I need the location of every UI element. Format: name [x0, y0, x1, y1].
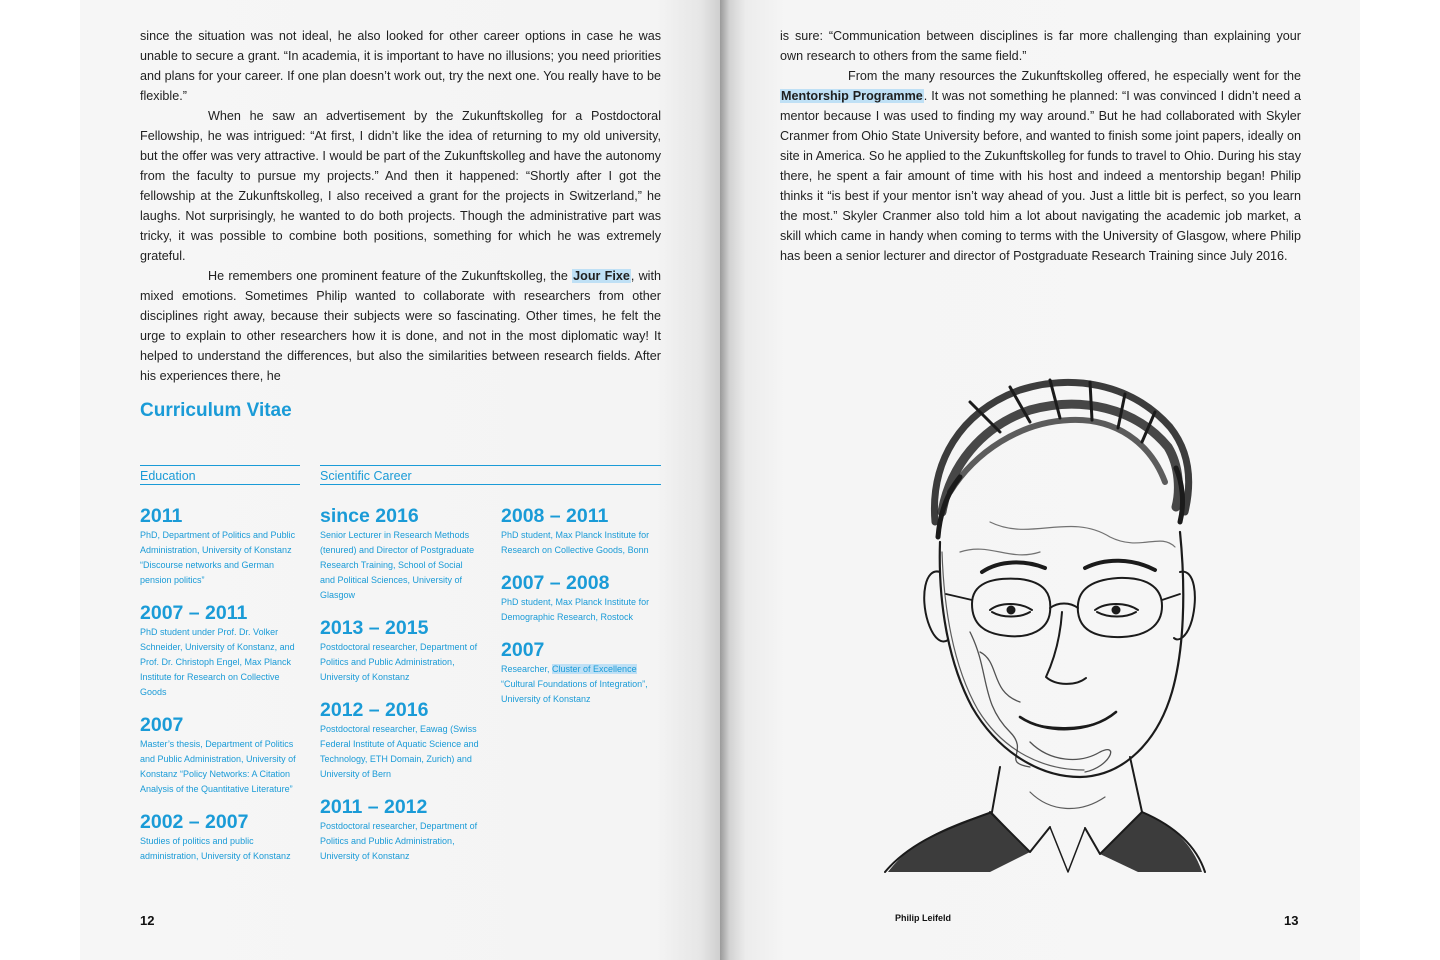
- cv-description: PhD student under Prof. Dr. Volker Schneider, University of Konstanz, and Prof. Dr. Christoph Engel, Max Planck Institute for Research on Collective Goods: [140, 627, 295, 697]
- cv-year: 2007 – 2011: [140, 602, 248, 624]
- cluster-of-excellence-highlight[interactable]: Cluster of Excellence: [552, 664, 637, 674]
- cv-year: 2008 – 2011: [501, 505, 609, 527]
- right-body-text: [780, 26, 1301, 266]
- paragraph-5-end: . It was not something he planned: “I was convinced I didn’t need a mentor because I was used to finding my way around.” But he had collaborated with Skyler Cranmer from Ohio State University before, and wanted to finish some joint papers, ideally on site in America. So he applied to the Zukunftskolleg for funds to travel to Ohio. During his stay there, he spent a fair amount of time with his host and indeed a mentorship began! Philip thinks it “is best if your mentor isn’t way ahead of you. Just a little bit is perfect, so you learn the most.” Skyler Cranmer also told him a lot about navigating the academic job market, a skill which came in handy when coming to terms with the University of Glasgow, where Philip has been a senior lecturer and director of Postgraduate Research Training since July 2016.: [780, 89, 1301, 263]
- cv-description: PhD, Department of Politics and Public Administration, University of Konstanz “Discourse networks and German pension politics”: [140, 530, 296, 585]
- cv-year: since 2016: [320, 505, 419, 527]
- cv-entry: [501, 571, 661, 625]
- cv-description: Senior Lecturer in Research Methods (tenured) and Director of Postgraduate Research Training, School of Social and Political Sciences, University of Glasgow: [320, 530, 475, 600]
- left-body-text: [140, 26, 661, 386]
- cv-description: Studies of politics and public administration, University of Konstanz: [140, 836, 291, 861]
- paragraph-2: When he saw an advertisement by the Zukunftskolleg for a Postdoctoral Fellowship, he was intrigued: “At first, I didn’t like the idea of returning to my old university, but the offer was very attractive. I would be part of the Zukunftskolleg and have the autonomy from the faculty to pursue my projects.” And then it happened: “Shortly after I got the fellowship at the Zukunftskolleg, I also received a grant for the projects in Switzerland,” he laughs. Not surprisingly, he wanted to do both projects. Though the administrative part was tricky, it was possible to combine both positions, something for which he was extremely grateful.: [140, 109, 661, 263]
- cv-title: Curriculum Vitae: [140, 400, 292, 421]
- cv-description: PhD student, Max Planck Institute for Demographic Research, Rostock: [501, 597, 650, 622]
- paragraph-5: [780, 66, 1301, 266]
- cv-entry: [140, 601, 300, 700]
- career-column-1: [320, 504, 480, 877]
- page-number-right: 13: [1284, 913, 1299, 928]
- cv-description: [501, 662, 661, 707]
- cv-description: Postdoctoral researcher, Department of Politics and Public Administration, University of Konstanz: [320, 821, 478, 861]
- scientific-career-heading: Scientific Career: [320, 465, 661, 485]
- cv-description: Master’s thesis, Department of Politics and Public Administration, University of Konstanz “Policy Networks: A Citation Analysis of the Quantitative Literature”: [140, 739, 296, 794]
- cv-entry: [140, 713, 300, 797]
- cv-year: 2007 – 2008: [501, 572, 610, 594]
- paragraph-3: [140, 266, 661, 386]
- portrait-caption: Philip Leifeld: [895, 913, 952, 923]
- paragraph-5-start: From the many resources the Zukunftskolleg offered, he especially went for the: [848, 69, 1301, 83]
- cv-entry: [140, 504, 300, 588]
- portrait-illustration-icon: [880, 372, 1210, 877]
- paragraph-3-start: He remembers one prominent feature of the Zukunftskolleg, the: [208, 269, 573, 283]
- paragraph-3-end: , with mixed emotions. Sometimes Philip wanted to collaborate with researchers from other disciplines right away, because their subjects were so fascinating. Other times, he felt the urge to explain to other researchers how it is done, and not in the most diplomatic way! It helped to understand the differences, but also the similarities between research fields. After his experiences there, he: [140, 269, 661, 383]
- mentorship-programme-highlight[interactable]: Mentorship Programme: [781, 89, 923, 103]
- education-heading: Education: [140, 465, 300, 485]
- cv-year: 2013 – 2015: [320, 617, 429, 639]
- cv-entry: [140, 810, 300, 864]
- page-number-left: 12: [140, 913, 155, 928]
- career-column-2: [501, 504, 661, 720]
- education-column: [140, 504, 300, 877]
- cv-description-end: “Cultural Foundations of Integration”, University of Konstanz: [501, 679, 648, 704]
- paragraph-4: is sure: “Communication between disciplines is far more challenging than explaining your own research to others from the same field.”: [780, 29, 1301, 63]
- cv-entry: [320, 795, 480, 864]
- cv-description-start: Researcher,: [501, 664, 553, 674]
- cv-year: 2007: [501, 639, 545, 661]
- cv-entry: [320, 504, 480, 603]
- cv-description: Postdoctoral researcher, Department of Politics and Public Administration, University of Konstanz: [320, 642, 478, 682]
- cv-year: 2011 – 2012: [320, 796, 428, 818]
- cv-year: 2002 – 2007: [140, 811, 249, 833]
- cv-entry: [320, 698, 480, 782]
- cv-entry: [501, 504, 661, 558]
- cv-year: 2012 – 2016: [320, 699, 429, 721]
- jour-fixe-highlight[interactable]: Jour Fixe: [573, 269, 630, 283]
- cv-description: Postdoctoral researcher, Eawag (Swiss Federal Institute of Aquatic Science and Technology, ETH Domain, Zurich) and University of Bern: [320, 724, 479, 779]
- cv-description: PhD student, Max Planck Institute for Research on Collective Goods, Bonn: [501, 530, 650, 555]
- cv-year: 2007: [140, 714, 184, 736]
- paragraph-1: since the situation was not ideal, he also looked for other career options in case he was unable to secure a grant. “In academia, it is important to have no illusions; you need priorities and plans for your career. If one plan doesn’t work out, try the next one. You really have to be flexible.”: [140, 29, 661, 103]
- cv-entry: [320, 616, 480, 685]
- cv-year: 2011: [140, 505, 183, 527]
- cv-entry: [501, 638, 661, 707]
